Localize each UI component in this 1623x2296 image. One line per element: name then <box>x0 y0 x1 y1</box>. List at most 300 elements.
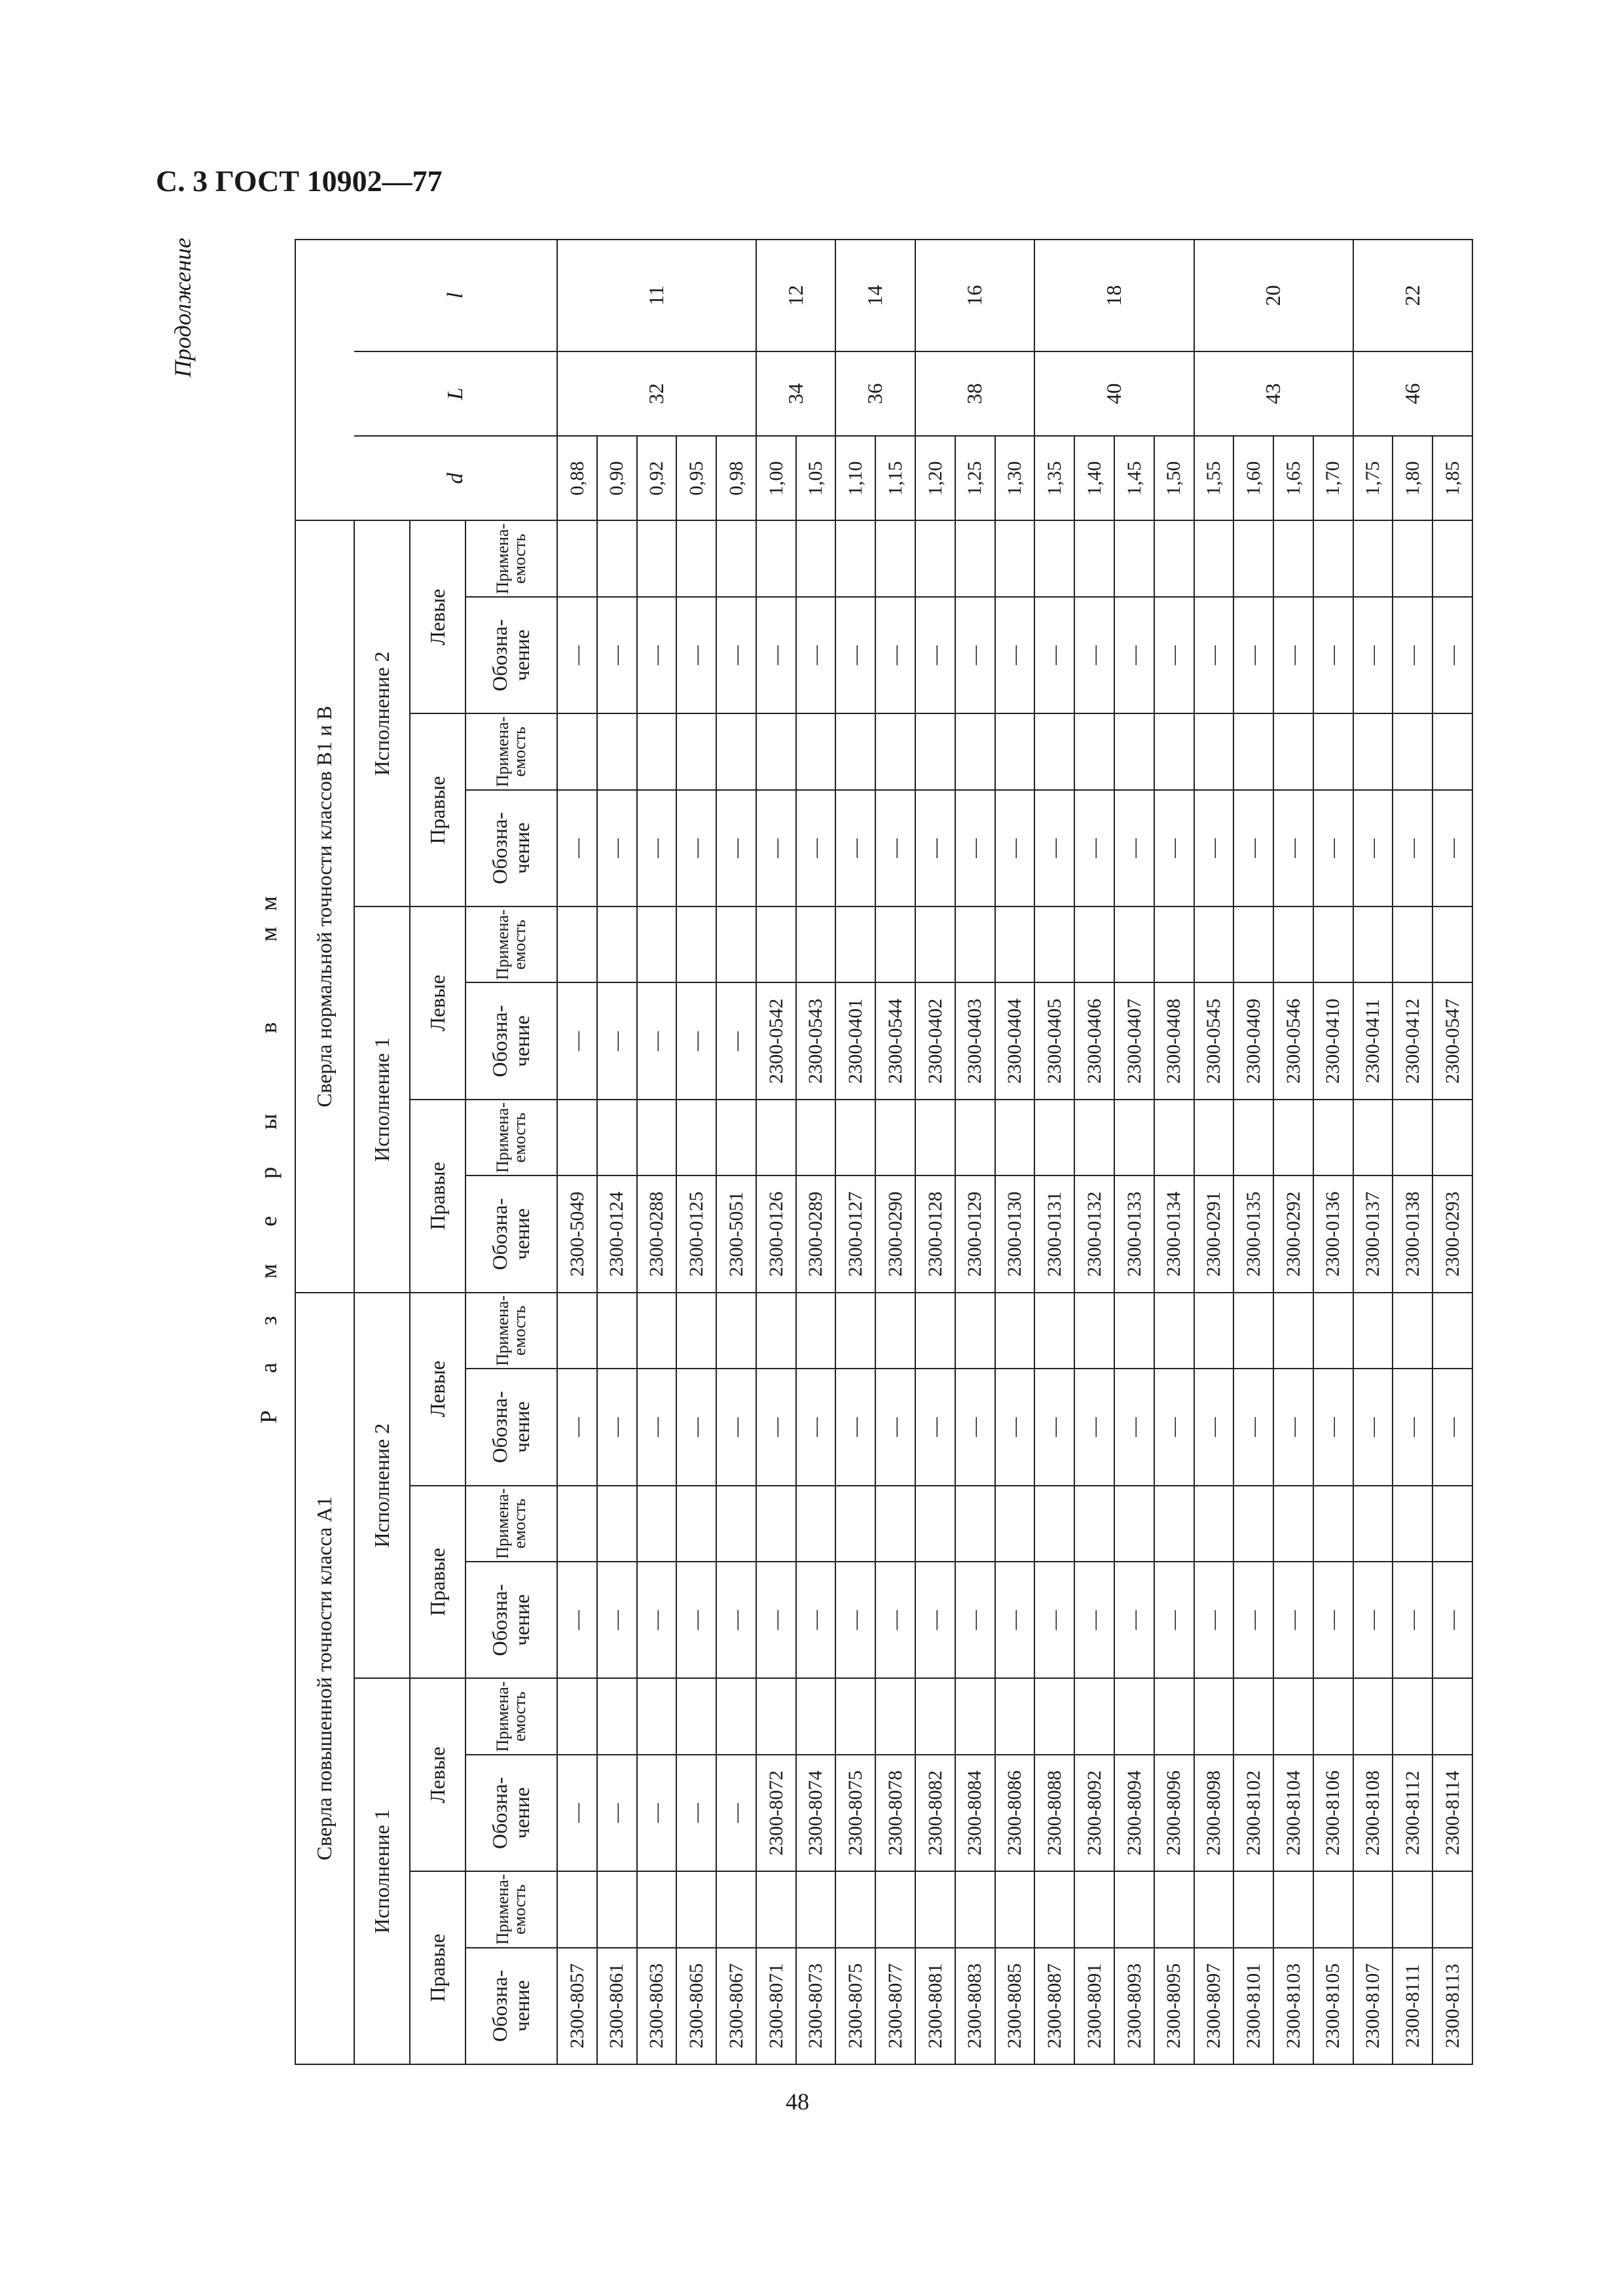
b-isp2-right-code: — <box>875 790 915 906</box>
applicability-cell <box>1034 906 1074 982</box>
applicability-cell <box>1194 1293 1234 1369</box>
applicability-cell <box>1074 1100 1114 1175</box>
length-l-cell: 11 <box>557 240 756 351</box>
a1-isp2-right: Правые <box>410 1486 465 1679</box>
table-row <box>1154 240 1194 2064</box>
b-isp2-right-code: — <box>1114 790 1154 906</box>
a1-isp2-right-code: — <box>637 1562 677 1678</box>
applicability-cell <box>915 1293 955 1369</box>
a1-isp1-right-code: 2300-8073 <box>796 1948 836 2064</box>
a1-isp2-left-code: — <box>1034 1369 1074 1485</box>
oboz-header: Обозна- чение <box>465 1369 557 1485</box>
a1-isp1-left-code: — <box>637 1755 677 1871</box>
applicability-cell <box>676 1871 716 1947</box>
a1-isp1-left-code: 2300-8084 <box>955 1755 995 1871</box>
a1-isp2-right-code: — <box>835 1562 875 1678</box>
a1-isp1-left-code: — <box>557 1755 597 1871</box>
a1-isp1-left-code: 2300-8094 <box>1114 1755 1154 1871</box>
b-isp1-left-code: 2300-0547 <box>1432 982 1472 1099</box>
b-isp2-left-code: — <box>796 597 836 713</box>
a1-isp1-right-code: 2300-8085 <box>995 1948 1035 2064</box>
diameter-cell: 1,60 <box>1233 436 1273 520</box>
b-isp1-right-code: 2300-0133 <box>1114 1175 1154 1292</box>
b-isp2-right-code: — <box>637 790 677 906</box>
diameter-cell: 1,30 <box>995 436 1035 520</box>
b-isp1-header: Исполнение 1 <box>354 906 410 1293</box>
a1-isp1-right-code: 2300-8107 <box>1353 1948 1393 2064</box>
b-isp1-left-code: 2300-0546 <box>1273 982 1313 1099</box>
applicability-cell <box>1273 906 1313 982</box>
table-row <box>637 240 677 2064</box>
oboz-header: Обозна- чение <box>465 1175 557 1292</box>
applicability-cell <box>716 906 756 982</box>
col-d-header: d <box>354 436 557 520</box>
applicability-cell <box>1154 1486 1194 1562</box>
applicability-cell <box>1114 1100 1154 1175</box>
applicability-cell <box>1034 1871 1074 1947</box>
applicability-cell <box>1432 1293 1472 1369</box>
table-row <box>756 240 796 2064</box>
b-isp2-left-code: — <box>557 597 597 713</box>
applicability-cell <box>637 713 677 789</box>
applicability-cell <box>716 1293 756 1369</box>
a1-isp2-left-code: — <box>756 1369 796 1485</box>
applicability-cell <box>1194 1678 1234 1754</box>
a1-isp2-right-code: — <box>1393 1562 1432 1678</box>
group-a1-header: Сверла повышенной точности класса А1 <box>295 1293 354 2064</box>
b-isp2-left-code: — <box>1074 597 1114 713</box>
applicability-cell <box>915 1100 955 1175</box>
applicability-cell <box>995 1871 1035 1947</box>
length-l-cell: 12 <box>756 240 836 351</box>
a1-isp2-right-code: — <box>1233 1562 1273 1678</box>
b-isp2-right-code: — <box>1154 790 1194 906</box>
applicability-cell <box>1432 1678 1472 1754</box>
applicability-cell <box>835 1871 875 1947</box>
b-isp2-right: Правые <box>410 713 465 906</box>
diameter-cell: 1,65 <box>1273 436 1313 520</box>
applicability-cell <box>637 1678 677 1754</box>
a1-isp1-left-code: 2300-8112 <box>1393 1755 1432 1871</box>
b-isp2-right-code: — <box>1353 790 1393 906</box>
applicability-cell <box>796 1486 836 1562</box>
applicability-cell <box>1074 520 1114 596</box>
applicability-cell <box>835 713 875 789</box>
applicability-cell <box>955 906 995 982</box>
a1-isp1-right-code: 2300-8095 <box>1154 1948 1194 2064</box>
b-isp1-left-code: — <box>557 982 597 1099</box>
b-isp2-left-code: — <box>597 597 637 713</box>
b-isp1-right-code: 2300-5051 <box>716 1175 756 1292</box>
applicability-cell <box>1154 713 1194 789</box>
applicability-cell <box>1233 1293 1273 1369</box>
applicability-cell <box>676 906 716 982</box>
applicability-cell <box>995 1100 1035 1175</box>
b-isp2-left: Левые <box>410 520 465 713</box>
applicability-cell <box>1114 1678 1154 1754</box>
b-isp1-left-code: 2300-0544 <box>875 982 915 1099</box>
b-isp1-left-code: 2300-0407 <box>1114 982 1154 1099</box>
applicability-cell <box>835 906 875 982</box>
length-L-cell: 43 <box>1194 351 1353 436</box>
b-isp1-left-code: 2300-0402 <box>915 982 955 1099</box>
applicability-cell <box>1393 1678 1432 1754</box>
applicability-cell <box>1273 1293 1313 1369</box>
b-isp2-right-code: — <box>955 790 995 906</box>
applicability-cell <box>955 1678 995 1754</box>
applicability-cell <box>1154 906 1194 982</box>
b-isp1-left-code: — <box>676 982 716 1099</box>
length-l-cell: 22 <box>1353 240 1472 351</box>
b-isp1-right-code: 2300-0131 <box>1034 1175 1074 1292</box>
length-l-cell: 16 <box>915 240 1034 351</box>
table-row <box>796 240 836 2064</box>
applicability-cell <box>637 1486 677 1562</box>
diameter-cell: 1,85 <box>1432 436 1472 520</box>
applicability-cell <box>557 1100 597 1175</box>
b-isp2-left-code: — <box>676 597 716 713</box>
applicability-cell <box>597 1486 637 1562</box>
applicability-cell <box>1034 520 1074 596</box>
applicability-cell <box>995 1293 1035 1369</box>
table-row <box>995 240 1035 2064</box>
applicability-cell <box>756 1678 796 1754</box>
a1-isp2-left-code: — <box>1233 1369 1273 1485</box>
b-isp2-left-code: — <box>1154 597 1194 713</box>
applicability-cell <box>716 1486 756 1562</box>
applicability-cell <box>716 1871 756 1947</box>
applicability-cell <box>756 1486 796 1562</box>
applicability-cell <box>1034 1486 1074 1562</box>
oboz-header: Обозна- чение <box>465 1948 557 2064</box>
a1-isp2-right-code: — <box>995 1562 1035 1678</box>
applicability-cell <box>955 520 995 596</box>
length-L-cell: 46 <box>1353 351 1472 436</box>
length-l-cell: 20 <box>1194 240 1353 351</box>
applicability-cell <box>637 906 677 982</box>
applicability-cell <box>1034 1293 1074 1369</box>
prim-header: Примена- емость <box>465 1678 557 1754</box>
applicability-cell <box>676 1678 716 1754</box>
a1-isp1-left-code: 2300-8108 <box>1353 1755 1393 1871</box>
a1-isp2-left-code: — <box>955 1369 995 1485</box>
applicability-cell <box>875 713 915 789</box>
a1-isp1-right-code: 2300-8081 <box>915 1948 955 2064</box>
b-isp2-left-code: — <box>955 597 995 713</box>
a1-isp2-right-code: — <box>676 1562 716 1678</box>
b-isp1-left-code: 2300-0542 <box>756 982 796 1099</box>
applicability-cell <box>716 1100 756 1175</box>
b-isp2-right-code: — <box>1432 790 1472 906</box>
applicability-cell <box>1154 1871 1194 1947</box>
applicability-cell <box>557 520 597 596</box>
prim-header: Примена- емость <box>465 906 557 982</box>
b-isp2-left-code: — <box>875 597 915 713</box>
b-isp1-right-code: 2300-5049 <box>557 1175 597 1292</box>
applicability-cell <box>1353 906 1393 982</box>
applicability-cell <box>1353 1871 1393 1947</box>
a1-isp1-left-code: 2300-8096 <box>1154 1755 1194 1871</box>
applicability-cell <box>835 520 875 596</box>
applicability-cell <box>1154 1678 1194 1754</box>
applicability-cell <box>1393 1293 1432 1369</box>
b-isp1-right-code: 2300-0132 <box>1074 1175 1114 1292</box>
applicability-cell <box>557 1486 597 1562</box>
a1-isp2-left: Левые <box>410 1293 465 1486</box>
applicability-cell <box>597 520 637 596</box>
applicability-cell <box>756 906 796 982</box>
b-isp1-left-code: 2300-0411 <box>1353 982 1393 1099</box>
diameter-cell: 1,05 <box>796 436 836 520</box>
oboz-header: Обозна- чение <box>465 1755 557 1871</box>
rotated-table-area <box>242 239 1473 2065</box>
applicability-cell <box>1114 1486 1154 1562</box>
a1-isp1-right-code: 2300-8113 <box>1432 1948 1472 2064</box>
applicability-cell <box>1034 713 1074 789</box>
applicability-cell <box>1034 1100 1074 1175</box>
applicability-cell <box>1074 1871 1114 1947</box>
a1-isp1-right: Правые <box>410 1871 465 2064</box>
a1-isp1-right-code: 2300-8097 <box>1194 1948 1234 2064</box>
a1-isp2-left-code: — <box>1114 1369 1154 1485</box>
b-isp1-right-code: 2300-0137 <box>1353 1175 1393 1292</box>
oboz-header: Обозна- чение <box>465 597 557 713</box>
b-isp1-left-code: 2300-0412 <box>1393 982 1432 1099</box>
b-isp2-left-code: — <box>756 597 796 713</box>
applicability-cell <box>796 1678 836 1754</box>
applicability-cell <box>1432 1486 1472 1562</box>
applicability-cell <box>875 1100 915 1175</box>
applicability-cell <box>1393 906 1432 982</box>
a1-isp2-left-code: — <box>1313 1369 1353 1485</box>
a1-isp2-right-code: — <box>955 1562 995 1678</box>
a1-isp1-left-code: 2300-8086 <box>995 1755 1035 1871</box>
applicability-cell <box>1074 1486 1114 1562</box>
a1-isp2-left-code: — <box>796 1369 836 1485</box>
applicability-cell <box>1194 713 1234 789</box>
applicability-cell <box>1154 520 1194 596</box>
b-isp1-right-code: 2300-0293 <box>1432 1175 1472 1292</box>
a1-isp2-left-code: — <box>716 1369 756 1485</box>
length-l-cell: 14 <box>835 240 915 351</box>
applicability-cell <box>1194 1100 1234 1175</box>
diameter-cell: 0,92 <box>637 436 677 520</box>
applicability-cell <box>1353 1293 1393 1369</box>
a1-isp2-right-code: — <box>756 1562 796 1678</box>
b-isp2-left-code: — <box>1313 597 1353 713</box>
applicability-cell <box>835 1293 875 1369</box>
b-isp1-left-code: 2300-0410 <box>1313 982 1353 1099</box>
applicability-cell <box>1313 520 1353 596</box>
b-isp2-right-code: — <box>835 790 875 906</box>
applicability-cell <box>955 713 995 789</box>
applicability-cell <box>1233 520 1273 596</box>
diameter-cell: 1,35 <box>1034 436 1074 520</box>
a1-isp1-left-code: — <box>676 1755 716 1871</box>
diameter-cell: 1,10 <box>835 436 875 520</box>
table-row <box>1114 240 1154 2064</box>
applicability-cell <box>1034 1678 1074 1754</box>
applicability-cell <box>1432 906 1472 982</box>
a1-isp1-right-code: 2300-8101 <box>1233 1948 1273 2064</box>
a1-isp1-left-code: 2300-8114 <box>1432 1755 1472 1871</box>
a1-isp1-right-code: 2300-8061 <box>597 1948 637 2064</box>
applicability-cell <box>995 520 1035 596</box>
applicability-cell <box>1194 520 1234 596</box>
a1-isp2-right-code: — <box>1194 1562 1234 1678</box>
b-isp1-left-code: 2300-0404 <box>995 982 1035 1099</box>
applicability-cell <box>716 713 756 789</box>
a1-isp2-left-code: — <box>557 1369 597 1485</box>
table-row <box>676 240 716 2064</box>
applicability-cell <box>955 1293 995 1369</box>
diameter-cell: 0,88 <box>557 436 597 520</box>
diameter-cell: 0,98 <box>716 436 756 520</box>
diameter-cell: 1,20 <box>915 436 955 520</box>
a1-isp2-right-code: — <box>597 1562 637 1678</box>
table-row <box>835 240 875 2064</box>
applicability-cell <box>1313 1678 1353 1754</box>
table-row <box>875 240 915 2064</box>
applicability-cell <box>1313 1871 1353 1947</box>
b-isp2-right-code: — <box>716 790 756 906</box>
b-isp2-left-code: — <box>1432 597 1472 713</box>
applicability-cell <box>1233 713 1273 789</box>
applicability-cell <box>637 1100 677 1175</box>
table-row <box>1432 240 1472 2064</box>
a1-isp2-right-code: — <box>1114 1562 1154 1678</box>
applicability-cell <box>1353 713 1393 789</box>
b-isp1-right-code: 2300-0125 <box>676 1175 716 1292</box>
applicability-cell <box>1273 1486 1313 1562</box>
b-isp1-right-code: 2300-0130 <box>995 1175 1035 1292</box>
a1-isp1-left: Левые <box>410 1678 465 1871</box>
b-isp1-right-code: 2300-0290 <box>875 1175 915 1292</box>
prim-header: Примена- емость <box>465 1100 557 1175</box>
page-header: С. 3 ГОСТ 10902—77 <box>156 164 443 198</box>
applicability-cell <box>756 713 796 789</box>
applicability-cell <box>756 1871 796 1947</box>
applicability-cell <box>796 1293 836 1369</box>
applicability-cell <box>875 1293 915 1369</box>
length-l-cell: 18 <box>1034 240 1194 351</box>
a1-isp1-right-code: 2300-8065 <box>676 1948 716 2064</box>
b-isp2-left-code: — <box>1194 597 1234 713</box>
applicability-cell <box>1353 1486 1393 1562</box>
a1-isp2-left-code: — <box>1154 1369 1194 1485</box>
b-isp1-right-code: 2300-0127 <box>835 1175 875 1292</box>
b-isp2-right-code: — <box>557 790 597 906</box>
b-isp1-left: Левые <box>410 906 465 1100</box>
length-L-cell: 36 <box>835 351 915 436</box>
b-isp2-left-code: — <box>1353 597 1393 713</box>
applicability-cell <box>796 906 836 982</box>
applicability-cell <box>1194 1871 1234 1947</box>
prim-header: Примена- емость <box>465 1871 557 1947</box>
applicability-cell <box>597 1100 637 1175</box>
b-isp1-right-code: 2300-0135 <box>1233 1175 1273 1292</box>
a1-isp2-right-code: — <box>1273 1562 1313 1678</box>
applicability-cell <box>1233 1100 1273 1175</box>
applicability-cell <box>1273 1871 1313 1947</box>
prim-header: Примена- емость <box>465 1486 557 1562</box>
b-isp2-left-code: — <box>1233 597 1273 713</box>
applicability-cell <box>1432 520 1472 596</box>
a1-isp2-left-code: — <box>1353 1369 1393 1485</box>
a1-isp1-left-code: 2300-8098 <box>1194 1755 1234 1871</box>
applicability-cell <box>915 1871 955 1947</box>
b-isp2-right-code: — <box>756 790 796 906</box>
a1-isp1-right-code: 2300-8067 <box>716 1948 756 2064</box>
b-isp1-right-code: 2300-0138 <box>1393 1175 1432 1292</box>
table-row <box>915 240 955 2064</box>
applicability-cell <box>1114 713 1154 789</box>
applicability-cell <box>955 1486 995 1562</box>
b-isp1-left-code: 2300-0408 <box>1154 982 1194 1099</box>
applicability-cell <box>796 1871 836 1947</box>
applicability-cell <box>875 1486 915 1562</box>
applicability-cell <box>1393 1100 1432 1175</box>
a1-isp1-left-code: 2300-8074 <box>796 1755 836 1871</box>
applicability-cell <box>915 906 955 982</box>
diameter-cell: 1,25 <box>955 436 995 520</box>
a1-isp1-left-code: 2300-8088 <box>1034 1755 1074 1871</box>
a1-isp1-right-code: 2300-8071 <box>756 1948 796 2064</box>
applicability-cell <box>796 1100 836 1175</box>
size-caption: Р а з м е р ы в мм <box>255 880 282 1424</box>
a1-isp2-right-code: — <box>915 1562 955 1678</box>
b-isp1-left-code: 2300-0405 <box>1034 982 1074 1099</box>
b-isp2-right-code: — <box>1313 790 1353 906</box>
length-L-cell: 34 <box>756 351 836 436</box>
applicability-cell <box>1114 1293 1154 1369</box>
applicability-cell <box>557 1678 597 1754</box>
table-row <box>1313 240 1353 2064</box>
b-isp2-right-code: — <box>676 790 716 906</box>
a1-isp2-left-code: — <box>1194 1369 1234 1485</box>
applicability-cell <box>1313 906 1353 982</box>
a1-isp1-right-code: 2300-8083 <box>955 1948 995 2064</box>
a1-isp1-left-code: 2300-8078 <box>875 1755 915 1871</box>
applicability-cell <box>597 1293 637 1369</box>
applicability-cell <box>955 1100 995 1175</box>
a1-isp2-right-code: — <box>1074 1562 1114 1678</box>
b-isp2-left-code: — <box>915 597 955 713</box>
applicability-cell <box>1313 1486 1353 1562</box>
col-l-header: l <box>354 240 557 351</box>
a1-isp1-right-code: 2300-8075 <box>835 1948 875 2064</box>
a1-isp2-right-code: — <box>1353 1562 1393 1678</box>
a1-isp2-right-code: — <box>716 1562 756 1678</box>
b-isp2-right-code: — <box>915 790 955 906</box>
applicability-cell <box>1393 1871 1432 1947</box>
applicability-cell <box>716 520 756 596</box>
applicability-cell <box>597 713 637 789</box>
b-isp2-left-code: — <box>1034 597 1074 713</box>
b-isp2-header: Исполнение 2 <box>354 520 410 906</box>
length-L-cell: 38 <box>915 351 1034 436</box>
b-isp1-right-code: 2300-0124 <box>597 1175 637 1292</box>
b-isp2-left-code: — <box>1273 597 1313 713</box>
diameter-cell: 1,40 <box>1074 436 1114 520</box>
a1-isp1-left-code: 2300-8106 <box>1313 1755 1353 1871</box>
table-row <box>1393 240 1432 2064</box>
a1-isp1-left-code: — <box>597 1755 637 1871</box>
b-isp1-left-code: 2300-0409 <box>1233 982 1273 1099</box>
applicability-cell <box>796 713 836 789</box>
applicability-cell <box>915 713 955 789</box>
applicability-cell <box>1273 1100 1313 1175</box>
